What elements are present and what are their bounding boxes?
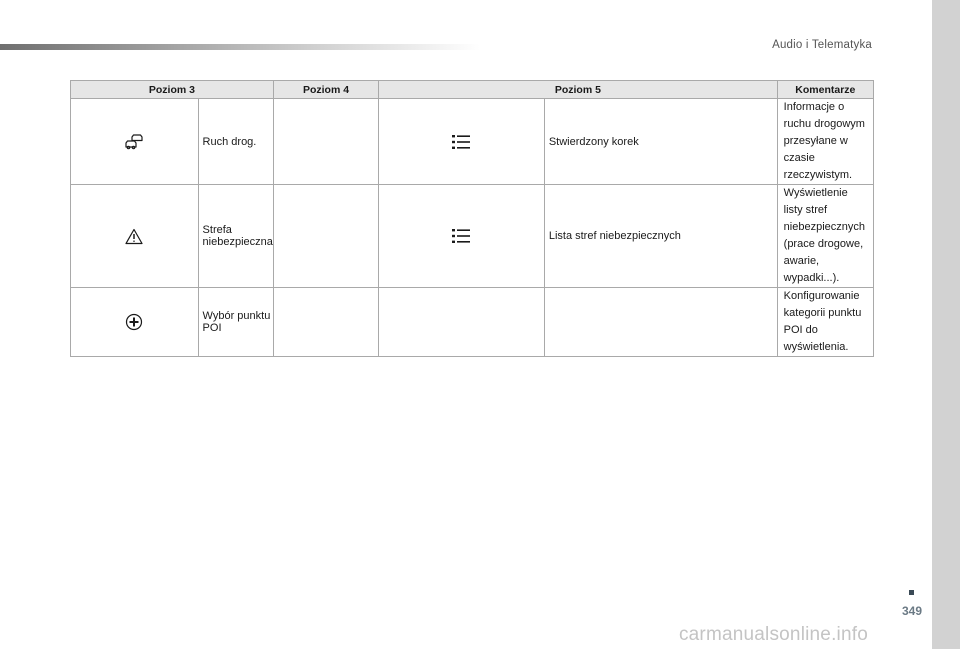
list-icon — [452, 134, 470, 150]
table-row — [71, 185, 874, 288]
table-header-row — [71, 81, 874, 99]
column-header-level4: Poziom 4 — [273, 81, 378, 99]
level3-label: Ruch drog. — [198, 99, 273, 185]
level3-label: Wybór punktu POI — [198, 288, 273, 357]
column-header-level5: Poziom 5 — [379, 81, 778, 99]
level3-icon-cell — [71, 185, 199, 288]
section-title: Audio i Telematyka — [772, 39, 872, 51]
column-header-level3: Poziom 3 — [71, 81, 274, 99]
list-icon — [452, 228, 470, 244]
warning-triangle-icon — [125, 228, 143, 245]
level5-icon-cell — [379, 185, 545, 288]
comment-cell: Informacje o ruchu drogowym przesyłane w czasie rzeczywistym. — [777, 99, 873, 185]
level5-label: Stwierdzony korek — [544, 99, 777, 185]
level4-cell — [273, 99, 378, 185]
traffic-icon — [124, 133, 144, 151]
menu-levels-table — [70, 80, 874, 357]
side-margin-strip — [932, 0, 960, 649]
level5-icon-cell — [379, 288, 545, 357]
page-number: 349 — [901, 604, 922, 618]
column-header-comments: Komentarze — [777, 81, 873, 99]
table-row — [71, 99, 874, 185]
table-row — [71, 288, 874, 357]
poi-add-icon — [125, 313, 143, 331]
level3-icon-cell — [71, 288, 199, 357]
comment-cell: Konfigurowanie kategorii punktu POI do wyświetlenia. — [777, 288, 873, 357]
level4-cell — [273, 185, 378, 288]
level3-icon-cell — [71, 99, 199, 185]
level5-label: Lista stref niebezpiecznych — [544, 185, 777, 288]
level5-label — [544, 288, 777, 357]
level4-cell — [273, 288, 378, 357]
watermark: carmanualsonline.info — [678, 624, 868, 645]
header-gradient-bar — [0, 44, 480, 50]
page-marker — [909, 590, 914, 595]
level5-icon-cell — [379, 99, 545, 185]
level3-label: Strefa niebezpieczna — [198, 185, 273, 288]
comment-cell: Wyświetlenie listy stref niebezpiecznych (prace drogowe, awarie, wypadki...). — [777, 185, 873, 288]
